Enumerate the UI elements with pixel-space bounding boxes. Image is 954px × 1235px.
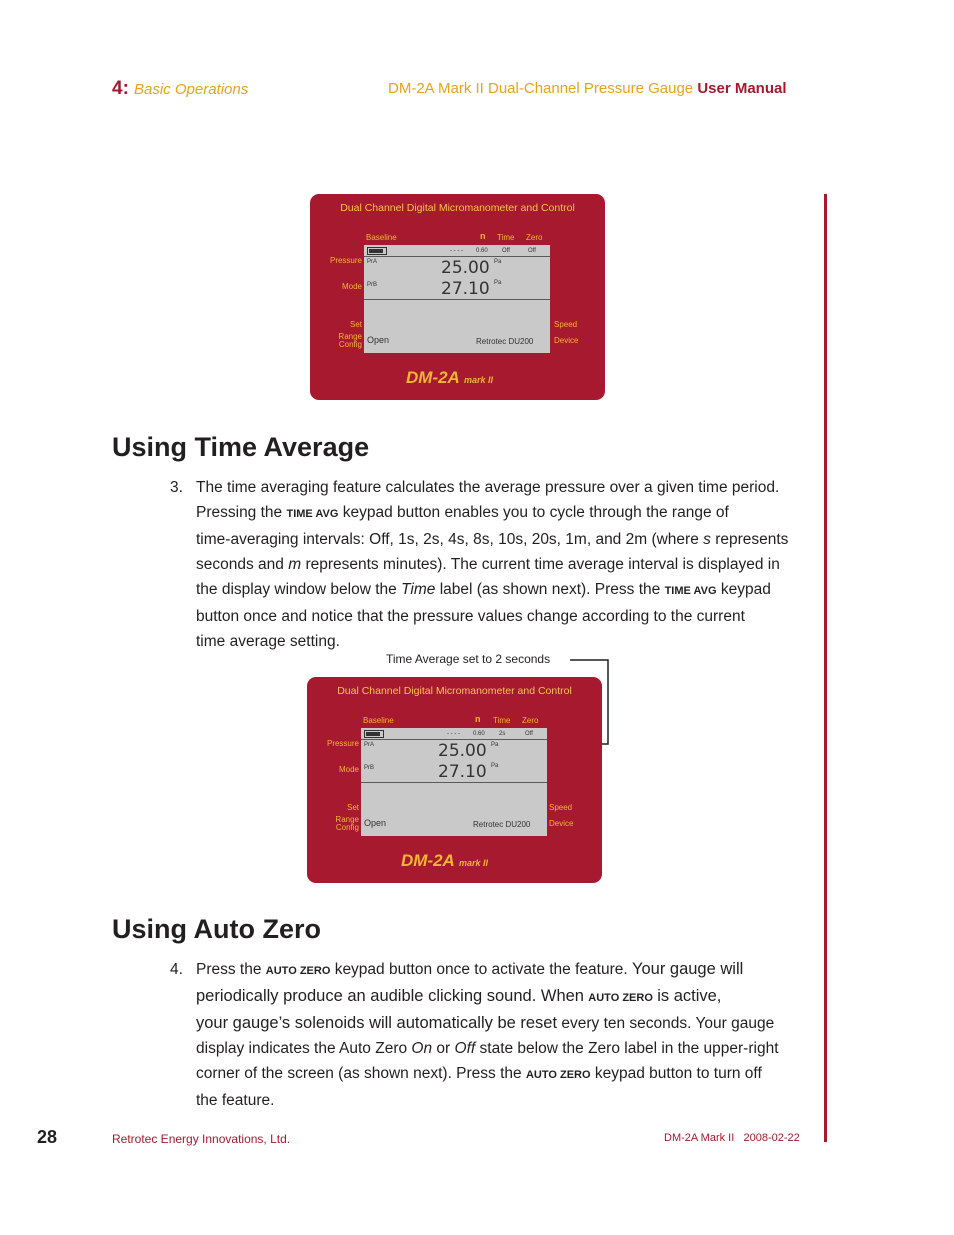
document-title: DM-2A Mark II Dual-Channel Pressure Gauge User Manual: [388, 80, 787, 97]
label-n: n: [480, 231, 486, 241]
label-speed: Speed: [549, 803, 573, 812]
lcd-dashes: - - - -: [450, 248, 463, 254]
battery-icon: [367, 247, 387, 255]
lcd-device-name: Retrotec DU200: [476, 337, 534, 346]
lcd-unit-b: Pa: [491, 763, 499, 769]
lcd-resolution: 0.60: [473, 731, 485, 737]
footer-company: Retrotec Energy Innovations, Ltd.: [112, 1132, 291, 1146]
heading-time-average: Using Time Average: [112, 432, 370, 462]
margin-rule: [824, 194, 827, 1142]
lcd-value-a: 25.00: [441, 258, 490, 278]
label-baseline: Baseline: [363, 716, 394, 725]
page-number: 28: [37, 1127, 58, 1147]
brand-logo: DM-2A mark II: [401, 851, 488, 870]
callout-label: Time Average set to 2 seconds: [386, 652, 551, 666]
label-device: Device: [554, 336, 579, 345]
label-set: Set: [346, 803, 359, 812]
lcd-device-name: Retrotec DU200: [473, 820, 531, 829]
lcd-open: Open: [367, 335, 390, 345]
label-baseline: Baseline: [366, 233, 397, 242]
label-speed: Speed: [554, 320, 578, 329]
lcd-time-value: 2s: [499, 731, 506, 737]
label-set: Set: [349, 320, 362, 329]
lcd-pra: PrA: [364, 742, 375, 748]
label-range-config: Range Config: [338, 332, 362, 349]
label-range-config: Range Config: [335, 815, 359, 832]
lcd-time-value: Off: [502, 248, 510, 254]
lcd-resolution: 0.60: [476, 248, 488, 254]
lcd-zero-value: Off: [528, 248, 536, 254]
lcd-screen: [364, 245, 550, 353]
lcd-zero-value: Off: [525, 731, 533, 737]
lcd-prb: PrB: [364, 765, 375, 771]
label-zero: Zero: [522, 716, 539, 725]
list-number-3: 3.: [170, 479, 183, 496]
label-pressure: Pressure: [326, 739, 359, 748]
lcd-value-b: 27.10: [441, 279, 490, 299]
lcd-unit-b: Pa: [494, 280, 502, 286]
chapter-number: 4:: [112, 78, 129, 99]
battery-icon: [364, 730, 384, 738]
chapter-title: Basic Operations: [134, 81, 249, 98]
device-panel-1: [310, 194, 605, 400]
label-n: n: [475, 714, 481, 724]
device-title: Dual Channel Digital Micromanometer and Control: [340, 202, 575, 214]
paragraph-time-average: The time averaging feature calculates the average pressure over a given time period. Pressing the TIME AVG keypad button enables you to cycle through the range of time-averaging intervals: Off, 1s, 2s, 4s, 8s, 10s, 20s, 1m, and 2m (where s represents seconds and m represents minutes). The current time average interval is displayed in the display window below the Time label (as shown next). Press the TIME AVG keypad button once and notice that the pressure values change according to the current time average setting.: [196, 479, 789, 650]
label-device: Device: [549, 819, 574, 828]
device-panel-2: [307, 677, 602, 883]
label-mode: Mode: [341, 282, 362, 291]
label-time: Time: [497, 233, 515, 242]
lcd-dashes: - - - -: [447, 731, 460, 737]
lcd-prb: PrB: [367, 282, 378, 288]
device-title: Dual Channel Digital Micromanometer and Control: [337, 685, 572, 697]
lcd-pra: PrA: [367, 259, 378, 265]
lcd-value-a: 25.00: [438, 741, 487, 761]
lcd-screen: [361, 728, 547, 836]
footer-doc-date: DM-2A Mark II 2008-02-22: [664, 1132, 800, 1144]
label-mode: Mode: [338, 765, 359, 774]
label-time: Time: [493, 716, 511, 725]
heading-auto-zero: Using Auto Zero: [112, 914, 321, 944]
list-number-4: 4.: [170, 961, 183, 978]
lcd-unit-a: Pa: [494, 259, 502, 265]
paragraph-auto-zero: Press the AUTO ZERO keypad button once to activate the feature. Your gauge will periodically produce an audible clicking sound. When AUTO ZERO is active, your gauge’s solenoids will automatically be reset every ten seconds. Your gauge display indicates the Auto Zero On or Off state below the Zero label in the upper-right corner of the screen (as shown next). Press the AUTO ZERO keypad button to turn off the feature.: [196, 960, 779, 1109]
brand-logo: DM-2A mark II: [406, 368, 493, 387]
lcd-value-b: 27.10: [438, 762, 487, 782]
lcd-unit-a: Pa: [491, 742, 499, 748]
lcd-open: Open: [364, 818, 387, 828]
label-pressure: Pressure: [329, 256, 362, 265]
label-zero: Zero: [526, 233, 543, 242]
